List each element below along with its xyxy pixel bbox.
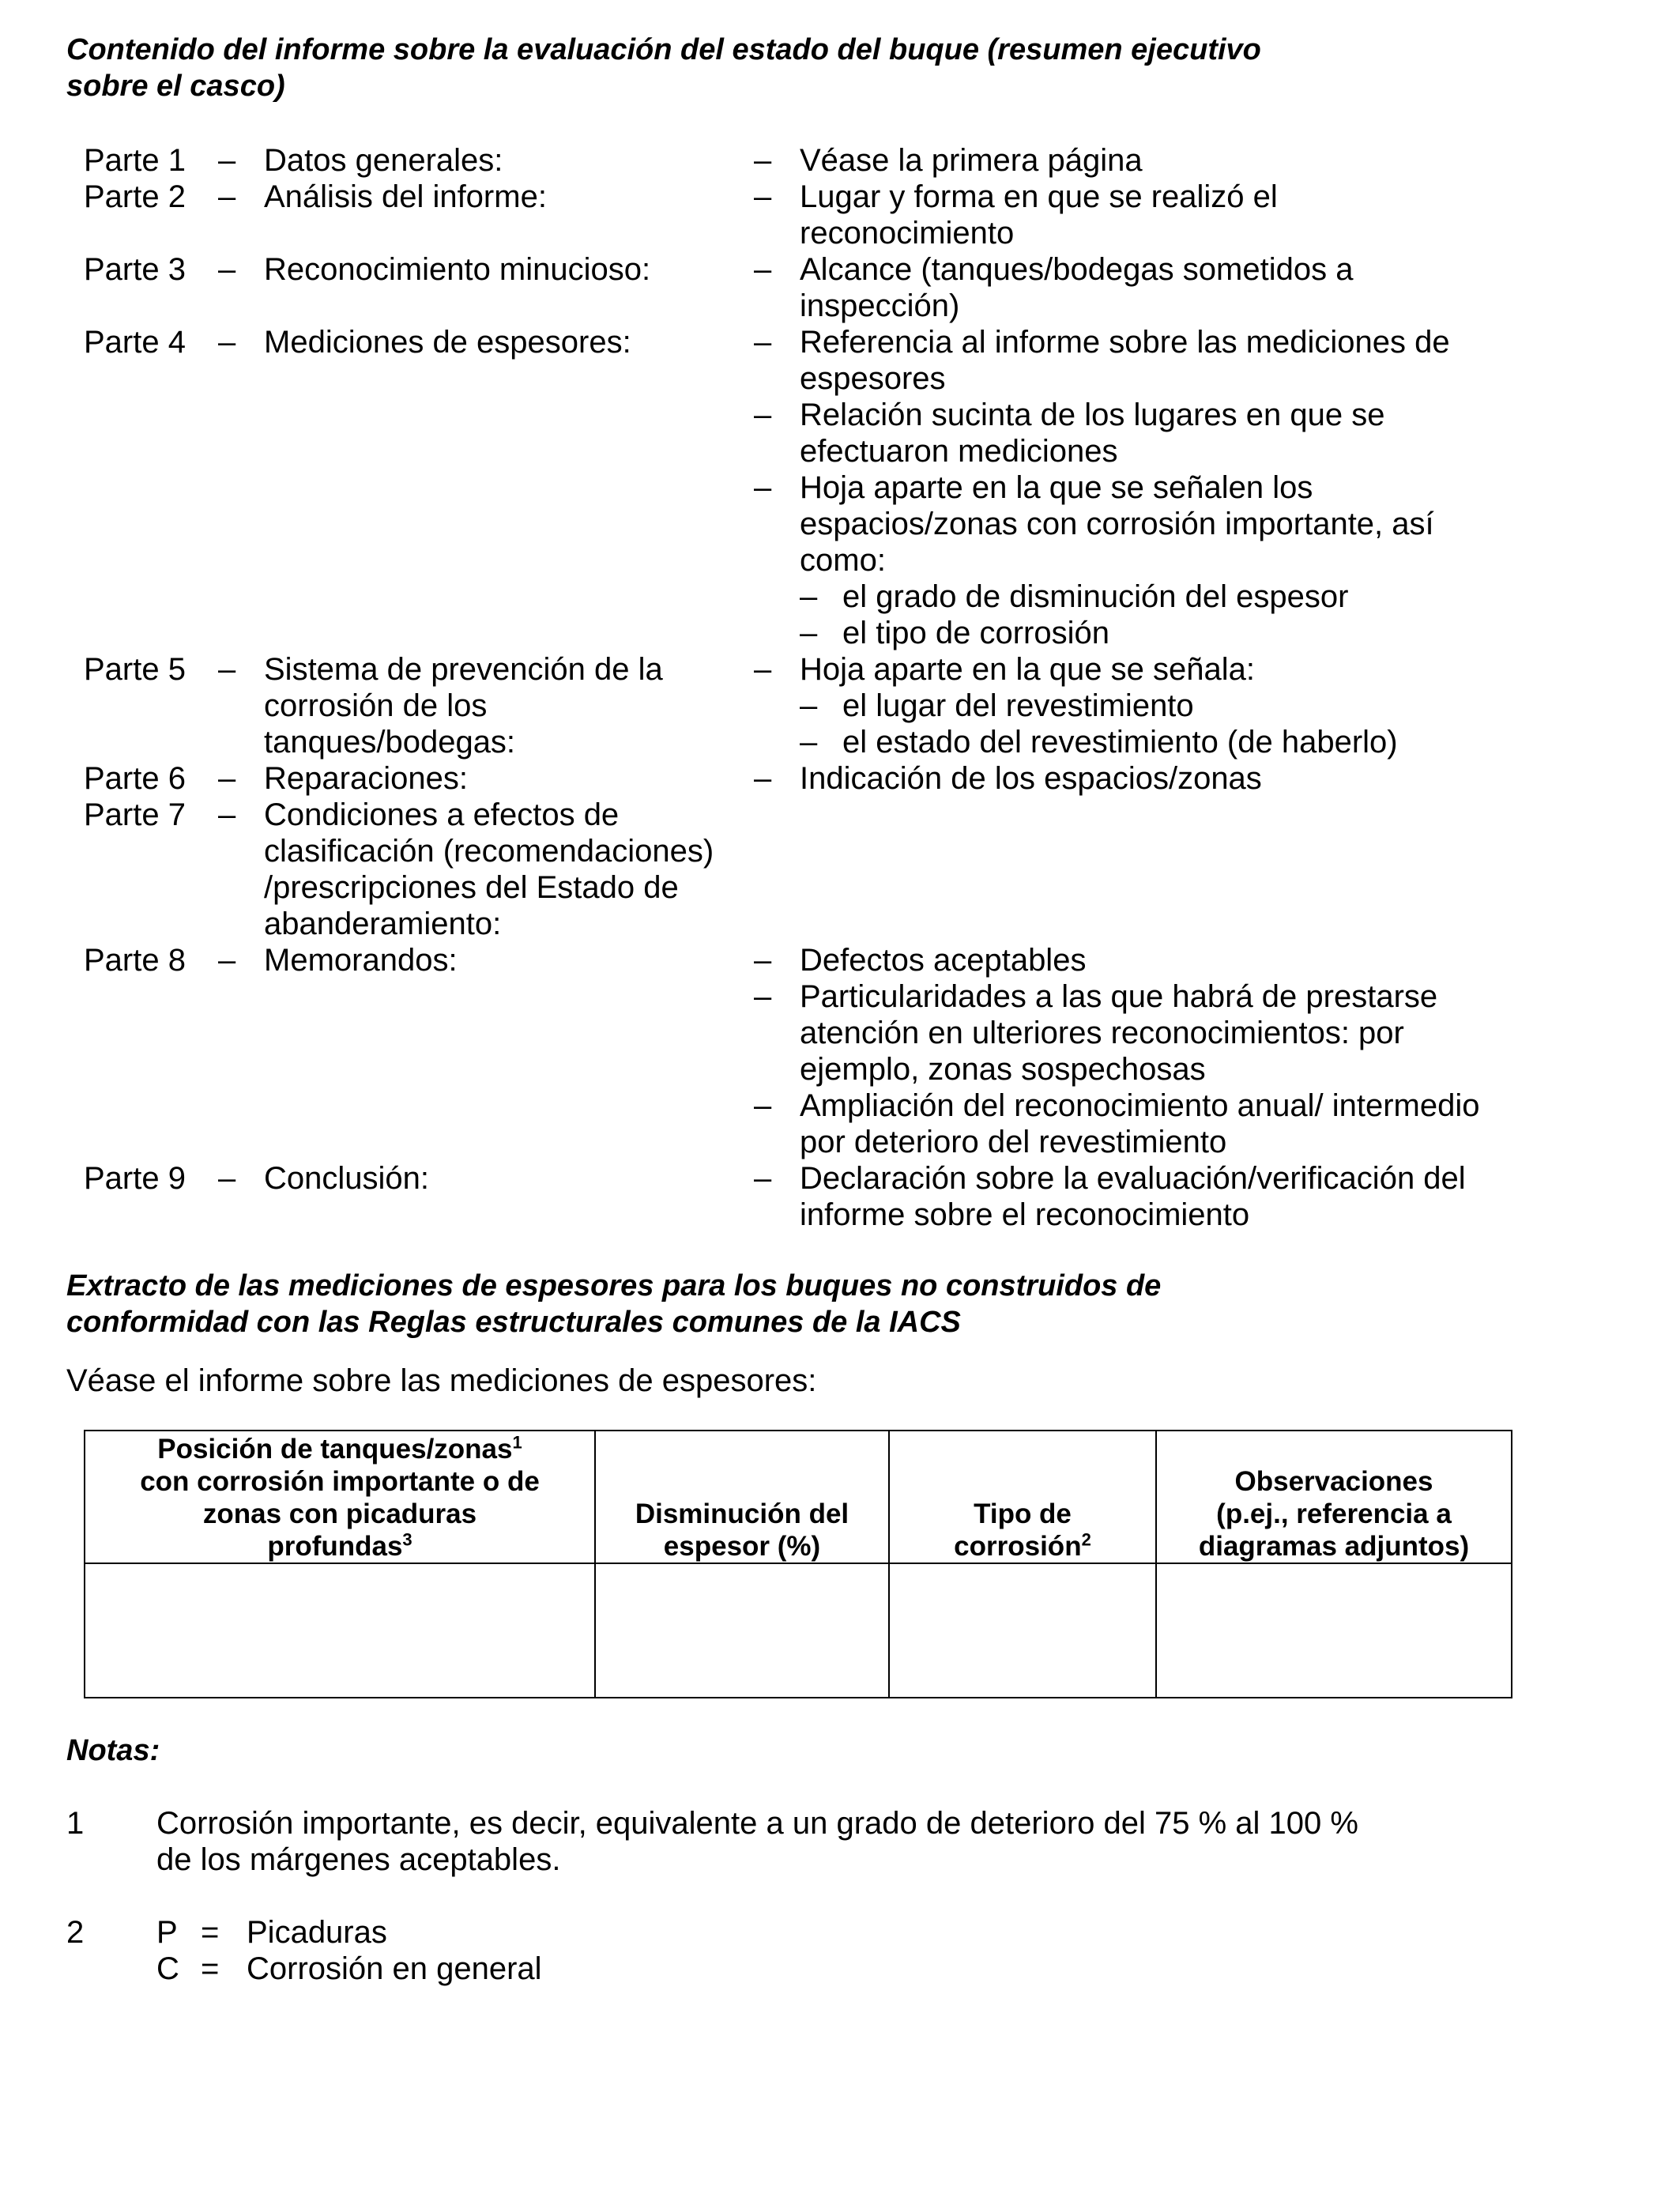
table-header-row — [85, 1431, 1512, 1563]
part-title: Conclusión: — [264, 1161, 430, 1196]
dash-symbol: – — [218, 797, 236, 832]
part-label: Parte 6 — [84, 761, 186, 796]
footnote-ref: 2 — [1081, 1529, 1091, 1550]
header-text: Posición de tanques/zonas — [157, 1434, 513, 1465]
dash-symbol: – — [218, 761, 236, 796]
part-label: Parte 8 — [84, 943, 186, 978]
item-text: espesores — [800, 361, 946, 396]
header-text: con corrosión importante o de — [140, 1466, 540, 1497]
sub-item-text: el estado del revestimiento (de haberlo) — [842, 725, 1398, 760]
column-header-position — [85, 1431, 595, 1563]
bullet-dash: – — [754, 252, 772, 287]
header-text: profundas — [267, 1531, 403, 1562]
part-label: Parte 2 — [84, 179, 186, 214]
sub-bullet-dash: – — [800, 579, 818, 614]
dash-symbol: – — [218, 943, 236, 978]
sub-bullet-dash: – — [800, 616, 818, 650]
part-label: Parte 3 — [84, 252, 186, 287]
item-text: Particularidades a las que habrá de prestarse — [800, 979, 1438, 1014]
dash-symbol: – — [218, 325, 236, 360]
part-title: /prescripciones del Estado de — [264, 870, 679, 905]
note-equals: = — [201, 1951, 220, 1986]
heading-line: Contenido del informe sobre la evaluación del estado del buque (resumen ejecutivo — [66, 33, 1261, 66]
note-text: Corrosión importante, es decir, equivalente a un grado de deterioro del 75 % al 100 % — [156, 1806, 1358, 1841]
item-text: inspección) — [800, 288, 960, 323]
item-text: ejemplo, zonas sospechosas — [800, 1052, 1206, 1087]
sub-item-text: el lugar del revestimiento — [842, 688, 1194, 723]
part-label: Parte 1 — [84, 143, 186, 178]
item-text: Relación sucinta de los lugares en que se — [800, 398, 1385, 432]
heading-line: conformidad con las Reglas estructurales comunes de la IACS — [66, 1306, 961, 1339]
sub-item-text: el tipo de corrosión — [842, 616, 1109, 650]
sub-item-text: el grado de disminución del espesor — [842, 579, 1349, 614]
header-text: Observaciones — [1234, 1466, 1433, 1497]
item-text: Hoja aparte en la que se señalen los — [800, 470, 1313, 505]
part-title: Condiciones a efectos de — [264, 797, 620, 832]
note-value: Picaduras — [247, 1915, 387, 1950]
sub-bullet-dash: – — [800, 688, 818, 723]
part-title: abanderamiento: — [264, 907, 502, 941]
part-title: Reconocimiento minucioso: — [264, 252, 651, 287]
column-header-remarks — [1156, 1431, 1512, 1563]
dash-symbol: – — [218, 1161, 236, 1196]
bullet-dash: – — [754, 652, 772, 687]
bullet-dash: – — [754, 179, 772, 214]
item-text: como: — [800, 543, 886, 578]
item-text: efectuaron mediciones — [800, 434, 1118, 469]
bullet-dash: – — [754, 943, 772, 978]
bullet-dash: – — [754, 398, 772, 432]
item-text: Declaración sobre la evaluación/verificación del — [800, 1161, 1466, 1196]
header-text: Disminución del — [635, 1498, 849, 1529]
dash-symbol: – — [218, 652, 236, 687]
note-key: P — [156, 1915, 178, 1950]
dash-symbol: – — [218, 252, 236, 287]
note-number: 2 — [66, 1915, 85, 1950]
part-title: Reparaciones: — [264, 761, 468, 796]
part-title: clasificación (recomendaciones) — [264, 834, 714, 869]
notes-title: Notas: — [66, 1734, 160, 1767]
thickness-measurement-table — [84, 1430, 1512, 1698]
sub-bullet-dash: – — [800, 725, 818, 760]
part-title: Memorandos: — [264, 943, 458, 978]
bullet-dash: – — [754, 143, 772, 178]
bullet-dash: – — [754, 979, 772, 1014]
column-header-corrosion-type — [889, 1431, 1156, 1563]
part-title: Análisis del informe: — [264, 179, 547, 214]
bullet-dash: – — [754, 761, 772, 796]
header-text: Tipo de — [974, 1498, 1072, 1529]
item-text: Véase la primera página — [800, 143, 1143, 178]
header-text: diagramas adjuntos) — [1198, 1531, 1470, 1562]
note-key: C — [156, 1951, 179, 1986]
bullet-dash: – — [754, 1161, 772, 1196]
header-text: (p.ej., referencia a — [1216, 1498, 1452, 1529]
header-text: zonas con picaduras — [202, 1498, 477, 1529]
part-label: Parte 7 — [84, 797, 186, 832]
footnote-ref: 1 — [512, 1432, 522, 1453]
item-text: por deterioro del revestimiento — [800, 1125, 1227, 1159]
part-label: Parte 9 — [84, 1161, 186, 1196]
note-text: de los márgenes aceptables. — [156, 1842, 561, 1877]
item-text: reconocimiento — [800, 216, 1015, 251]
section-heading-contents — [66, 32, 1568, 104]
item-text: Hoja aparte en la que se señala: — [800, 652, 1255, 687]
table-cell — [85, 1563, 595, 1698]
note-equals: = — [201, 1915, 220, 1950]
part-title: Sistema de prevención de la — [264, 652, 663, 687]
footnote-ref: 3 — [402, 1529, 412, 1550]
dash-symbol: – — [218, 179, 236, 214]
part-title: corrosión de los — [264, 688, 488, 723]
item-text: Ampliación del reconocimiento anual/ intermedio — [800, 1088, 1480, 1123]
part-title: tanques/bodegas: — [264, 725, 516, 760]
item-text: Defectos aceptables — [800, 943, 1087, 978]
part-title: Mediciones de espesores: — [264, 325, 631, 360]
part-label: Parte 5 — [84, 652, 186, 687]
header-text: corrosión — [954, 1531, 1082, 1562]
part-label: Parte 4 — [84, 325, 186, 360]
table-cell — [889, 1563, 1156, 1698]
bullet-dash: – — [754, 325, 772, 360]
item-text: informe sobre el reconocimiento — [800, 1197, 1250, 1232]
intro-text: Véase el informe sobre las mediciones de espesores: — [66, 1363, 817, 1398]
bullet-dash: – — [754, 1088, 772, 1123]
section-heading-extract — [66, 1268, 1568, 1340]
item-text: atención en ulteriores reconocimientos: por — [800, 1016, 1404, 1050]
column-header-thickness-reduction — [595, 1431, 889, 1563]
note-number: 1 — [66, 1806, 85, 1841]
bullet-dash: – — [754, 470, 772, 505]
item-text: Referencia al informe sobre las mediciones de — [800, 325, 1450, 360]
item-text: Indicación de los espacios/zonas — [800, 761, 1262, 796]
note-value: Corrosión en general — [247, 1951, 542, 1986]
part-title: Datos generales: — [264, 143, 503, 178]
item-text: Alcance (tanques/bodegas sometidos a — [800, 252, 1354, 287]
heading-line: Extracto de las mediciones de espesores para los buques no construidos de — [66, 1269, 1162, 1302]
heading-line: sobre el casco) — [66, 70, 285, 103]
table-row — [85, 1563, 1512, 1698]
dash-symbol: – — [218, 143, 236, 178]
item-text: espacios/zonas con corrosión importante, así — [800, 507, 1434, 541]
table-cell — [595, 1563, 889, 1698]
item-text: Lugar y forma en que se realizó el — [800, 179, 1278, 214]
table-cell — [1156, 1563, 1512, 1698]
header-text: espesor (%) — [663, 1531, 821, 1562]
